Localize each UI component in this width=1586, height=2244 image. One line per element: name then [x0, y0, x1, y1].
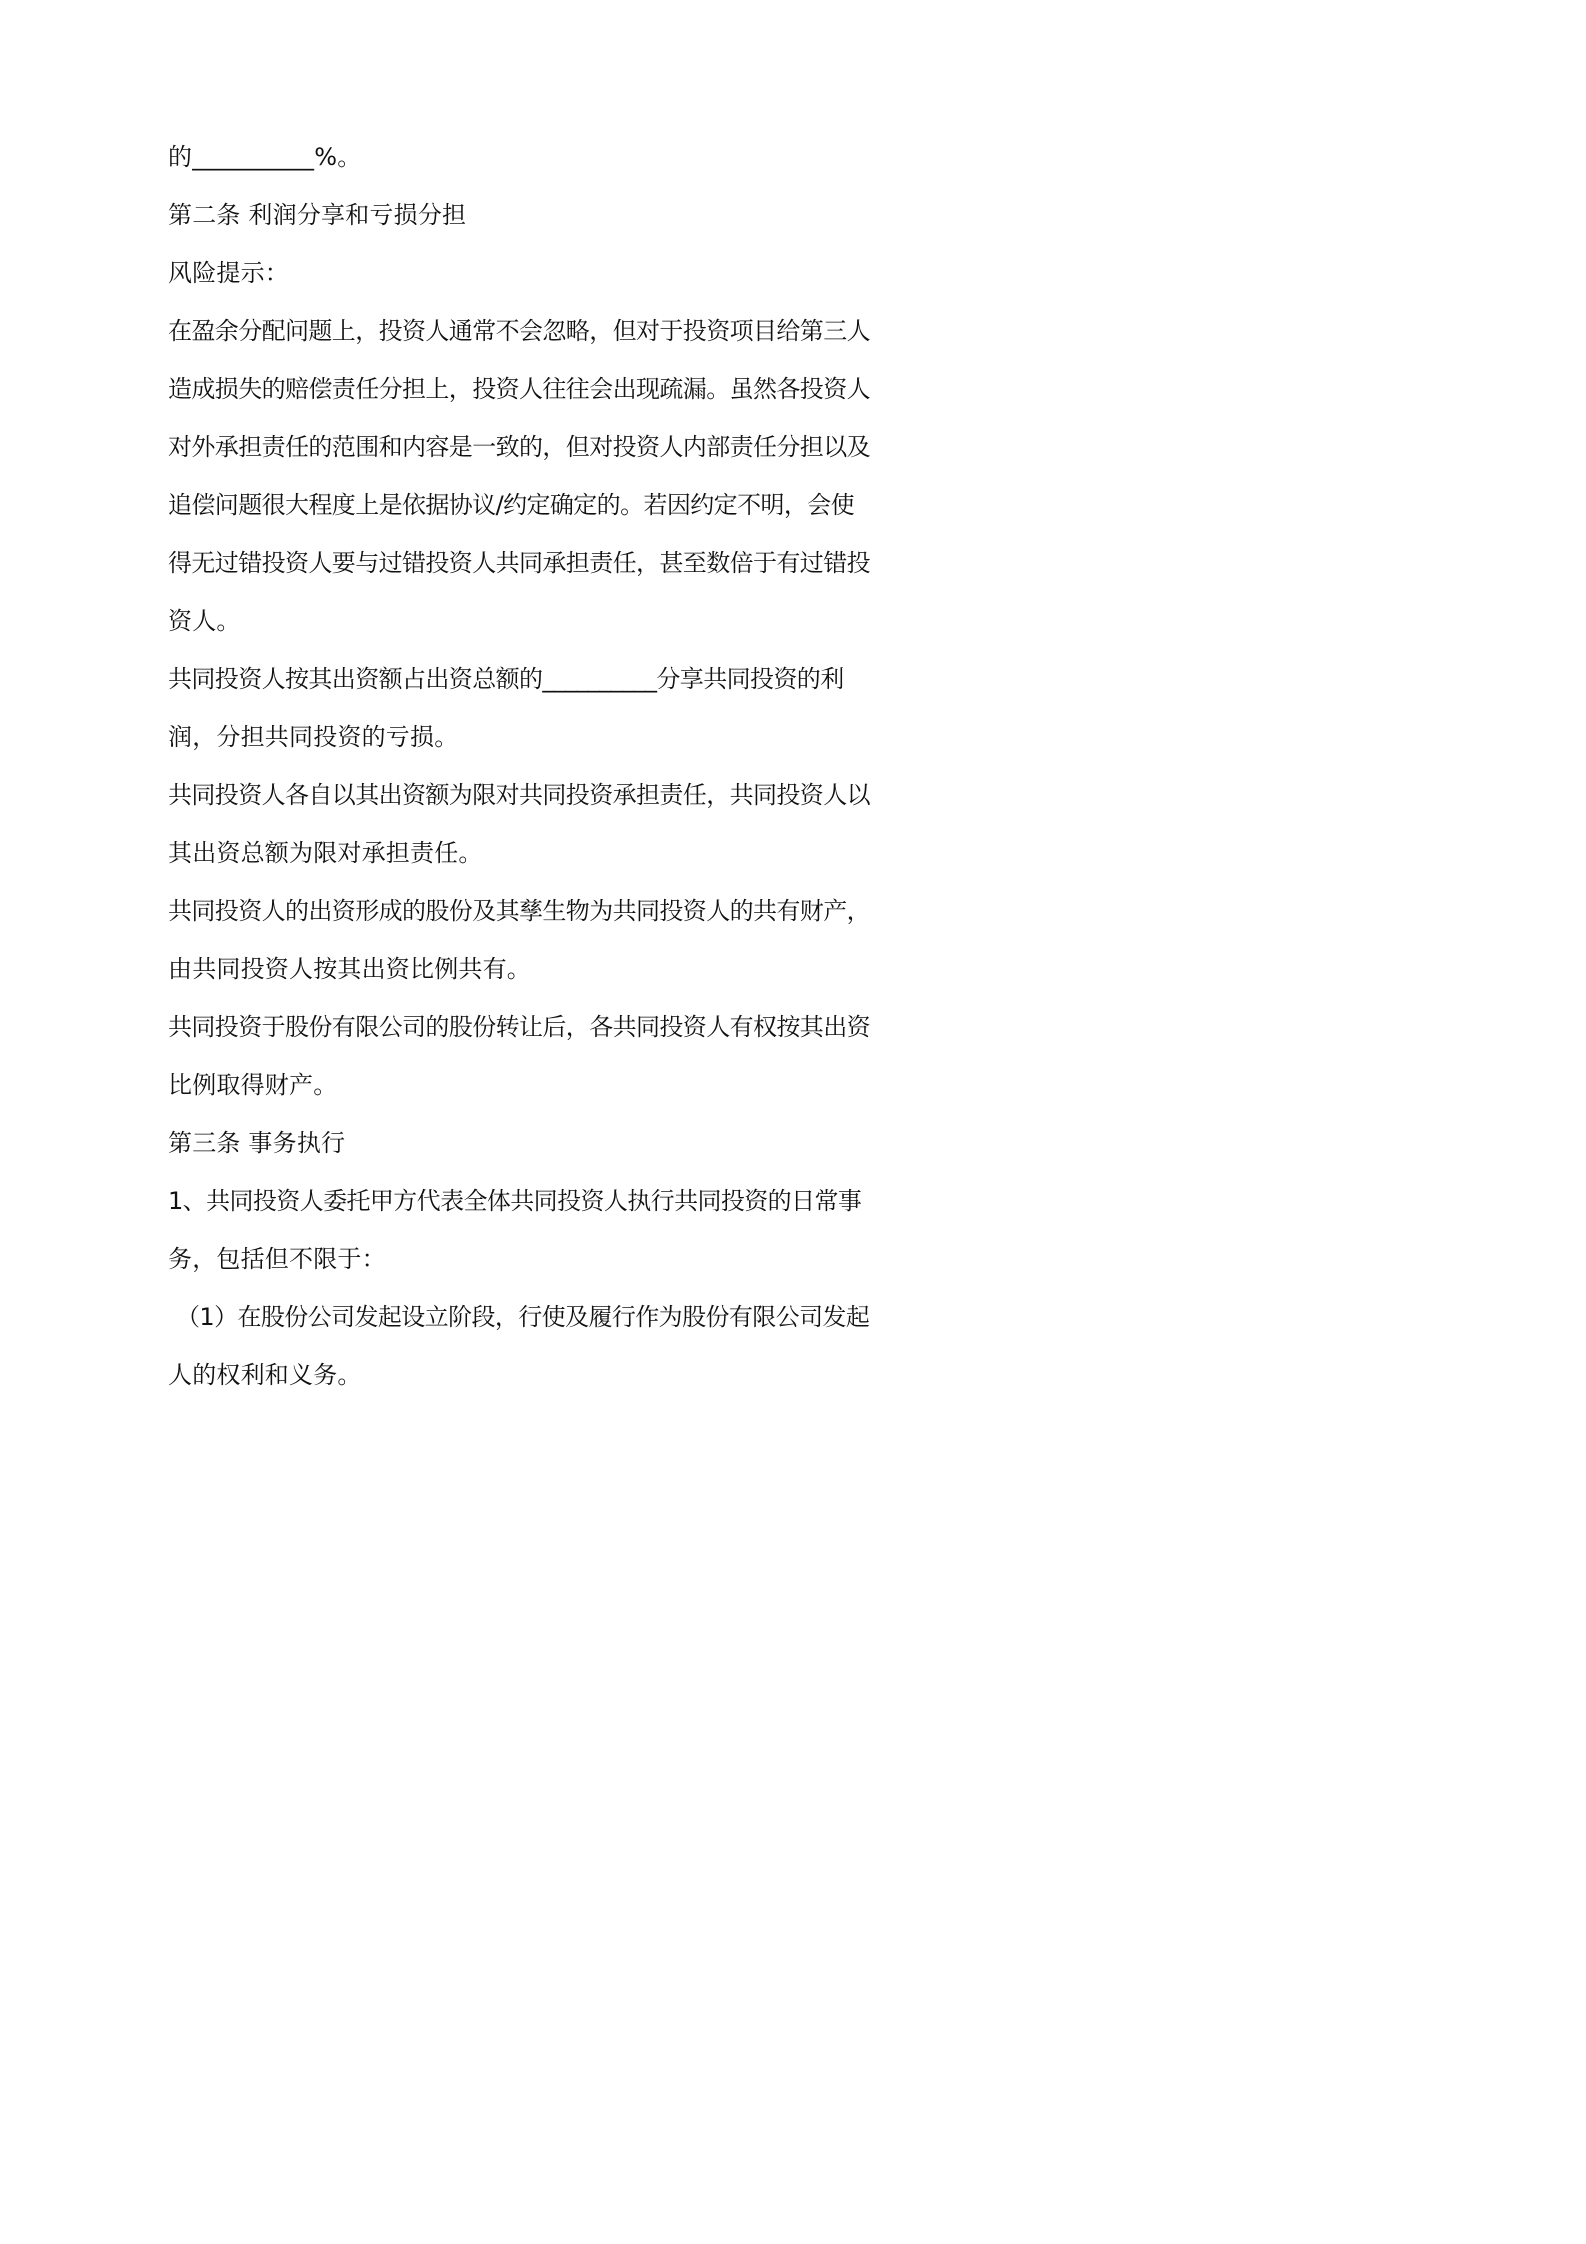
paragraph-line: 共同投资人各自以其出资额为限对共同投资承担责任，共同投资人以 [168, 781, 870, 809]
paragraph-line: 共同投资人按其出资额占出资总额的__________分享共同投资的利 [168, 665, 844, 693]
list-item-line: 1、共同投资人委托甲方代表全体共同投资人执行共同投资的日常事 [168, 1187, 862, 1215]
text-line-percentage: 的__________%。 [168, 143, 362, 171]
paragraph-line: 造成损失的赔偿责任分担上，投资人往往会出现疏漏。虽然各投资人 [168, 375, 870, 403]
paragraph-line: 对外承担责任的范围和内容是一致的，但对投资人内部责任分担以及 [168, 433, 870, 461]
paragraph-line: 润，分担共同投资的亏损。 [168, 723, 459, 751]
paragraph-line: 在盈余分配问题上，投资人通常不会忽略，但对于投资项目给第三人 [168, 317, 870, 345]
document-body [168, 128, 943, 1404]
section-heading-article-3: 第三条 事务执行 [168, 1129, 346, 1157]
paragraph-line: 追偿问题很大程度上是依据协议/约定确定的。若因约定不明，会使 [168, 491, 855, 519]
paragraph-line: 共同投资人的出资形成的股份及其孳生物为共同投资人的共有财产， [168, 897, 870, 925]
sub-list-item-line: （1）在股份公司发起设立阶段，行使及履行作为股份有限公司发起 [176, 1303, 870, 1331]
sub-list-item-line: 人的权利和义务。 [168, 1361, 362, 1389]
risk-notice-label: 风险提示： [168, 259, 289, 287]
document-page [0, 0, 1103, 1561]
paragraph-line: 得无过错投资人要与过错投资人共同承担责任，甚至数倍于有过错投 [168, 549, 870, 577]
paragraph-line: 比例取得财产。 [168, 1071, 338, 1099]
paragraph-line: 其出资总额为限对承担责任。 [168, 839, 483, 867]
section-heading-article-2: 第二条 利润分享和亏损分担 [168, 201, 467, 229]
list-item-line: 务，包括但不限于： [168, 1245, 386, 1273]
paragraph-line: 共同投资于股份有限公司的股份转让后，各共同投资人有权按其出资 [168, 1013, 870, 1041]
paragraph-line: 资人。 [168, 607, 241, 635]
paragraph-line: 由共同投资人按其出资比例共有。 [168, 955, 531, 983]
